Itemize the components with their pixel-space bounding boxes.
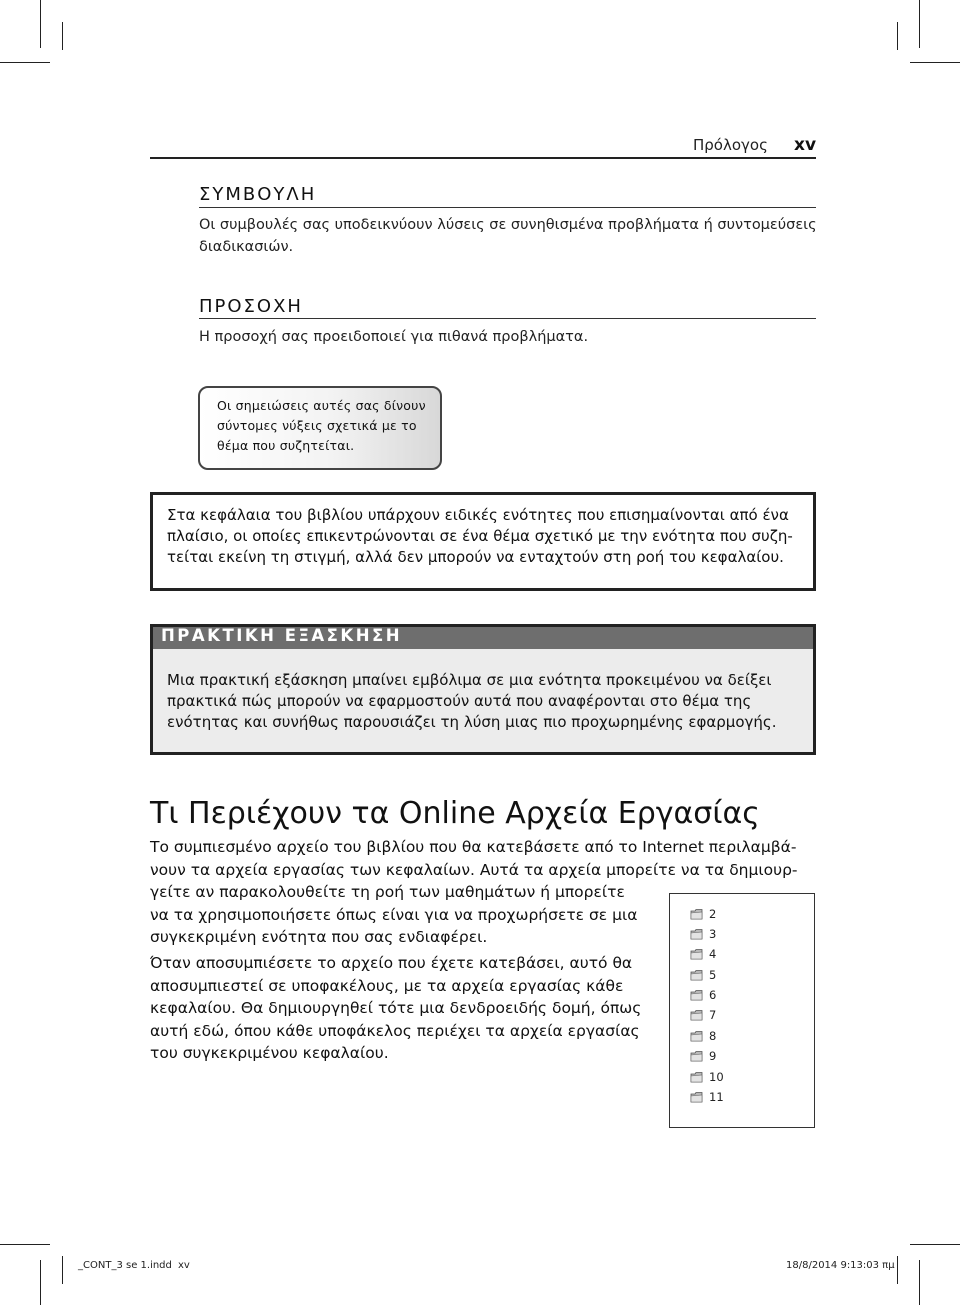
folder-label: 6 xyxy=(709,988,717,1002)
caution-rule xyxy=(199,318,816,319)
folder-icon xyxy=(690,908,703,920)
tip-rule xyxy=(199,207,816,208)
running-header-page-number: xv xyxy=(794,135,817,155)
crop-mark xyxy=(40,1260,41,1305)
folder-icon xyxy=(690,1009,703,1021)
crop-mark xyxy=(40,0,41,48)
caution-text: Η προσοχή σας προειδοποιεί για πιθανά προβλήματα. xyxy=(199,329,589,345)
online-paragraph-1: Το συμπιεσμένο αρχείο του βιβλίου που θα κατεβάσετε από το Internet περιλαμβά- νουν τα αρχεία εργασίας των κεφαλαίων. Αυτά τα αρχεία μπορείτε να τα δημιουρ- γείτε αν παρακολουθείτε τη ροή των μαθημάτων ή μπορείτε να τα χρησιμοποιήσετε όπως είναι για να προχωρήσετε σε μια συγκεκριμένη ενότητα που σας ενδιαφέρει. xyxy=(150,838,798,946)
folder-icon xyxy=(690,1030,703,1042)
tip-title: ΣΥΜΒΟΥΛΗ xyxy=(199,184,317,205)
folder-label: 8 xyxy=(709,1029,717,1043)
exercise-text: Μια πρακτική εξάσκηση μπαίνει εμβόλιμα σε μια ενότητα προκειμένου να δείξει πρακτικά πώς μπορούν να εφαρμοστούν αυτά που αναφέρονται στο θέμα της ενότητας και συνήθως παρουσιάζει τη λύση μιας πιο προχωρημένης εφαρμογής. xyxy=(167,671,777,731)
folder-label: 4 xyxy=(709,947,717,961)
folder-icon xyxy=(690,1050,703,1062)
caution-title: ΠΡΟΣΟΧΗ xyxy=(199,296,303,317)
sidebar-box xyxy=(150,492,816,591)
note-line: Οι σημειώσεις αυτές σας δίνουν xyxy=(217,398,426,413)
online-paragraph-2: Όταν αποσυμπιέσετε το αρχείο που έχετε κατεβάσει, αυτό θα αποσυμπιεστεί σε υποφακέλους, με τα αρχεία εργασίας κάθε κεφαλαίου. Θα δημιουργηθεί τότε μια δενδροειδής δομή, όπως αυτή εδώ, όπου κάθε υποφάκελος περιέχει τα αρχεία εργασίας του συγκεκριμένου κεφαλαίου. xyxy=(150,954,642,1062)
crop-mark xyxy=(62,1256,63,1284)
exercise-box xyxy=(150,624,816,755)
folder-tree-figure xyxy=(669,893,815,1128)
folder-label: 7 xyxy=(709,1008,717,1022)
crop-mark xyxy=(62,22,63,50)
note-line: σύντομες νύξεις σχετικά με το xyxy=(217,418,417,433)
crop-mark xyxy=(897,1256,898,1284)
folder-label: 2 xyxy=(709,907,717,921)
sidebar-line: πλαίσιο, οι οποίες επικεντρώνονται σε ένα θέμα σχετικό με την ενότητα που συζη- xyxy=(167,527,793,545)
folder-icon xyxy=(690,1071,703,1083)
exercise-title: ΠΡΑΚΤΙΚΗ ΕΞΑΣΚΗΣΗ xyxy=(161,626,403,645)
folder-icon xyxy=(690,928,703,940)
folder-label: 3 xyxy=(709,927,717,941)
folder-icon xyxy=(690,1091,703,1103)
footer-file-name: _CONT_3 se 1.indd xyxy=(78,1260,172,1271)
footer-timestamp: 18/8/2014 9:13:03 πμ xyxy=(786,1260,895,1271)
section-heading: Τι Περιέχουν τα Online Αρχεία Εργασίας xyxy=(150,796,760,831)
folder-icon xyxy=(690,948,703,960)
crop-mark xyxy=(910,62,960,63)
tip-text: Οι συμβουλές σας υποδεικνύουν λύσεις σε συνηθισμένα προβλήματα ή συντομεύσεις διαδικασιών. xyxy=(199,217,817,255)
folder-icon xyxy=(690,989,703,1001)
sidebar-line: τείται εκείνη τη στιγμή, αλλά δεν μπορούν να ενταχτούν στη ροή του κεφαλαίου. xyxy=(167,548,784,566)
crop-mark xyxy=(0,62,50,63)
folder-label: 11 xyxy=(709,1090,724,1104)
header-rule xyxy=(150,157,816,159)
crop-mark xyxy=(910,1244,960,1245)
folder-label: 5 xyxy=(709,968,717,982)
note-line: θέμα που συζητείται. xyxy=(217,438,355,453)
sidebar-line: Στα κεφάλαια του βιβλίου υπάρχουν ειδικές ενότητες που επισημαίνονται από ένα xyxy=(167,506,789,524)
note-callout xyxy=(198,386,442,470)
crop-mark xyxy=(897,22,898,50)
crop-mark xyxy=(919,1260,920,1305)
folder-icon xyxy=(690,969,703,981)
running-header-chapter: Πρόλογος xyxy=(693,136,768,154)
exercise-header xyxy=(153,627,813,649)
folder-label: 9 xyxy=(709,1049,717,1063)
footer-page: xv xyxy=(178,1260,190,1271)
folder-label: 10 xyxy=(709,1070,724,1084)
crop-mark xyxy=(0,1244,50,1245)
crop-mark xyxy=(919,0,920,48)
